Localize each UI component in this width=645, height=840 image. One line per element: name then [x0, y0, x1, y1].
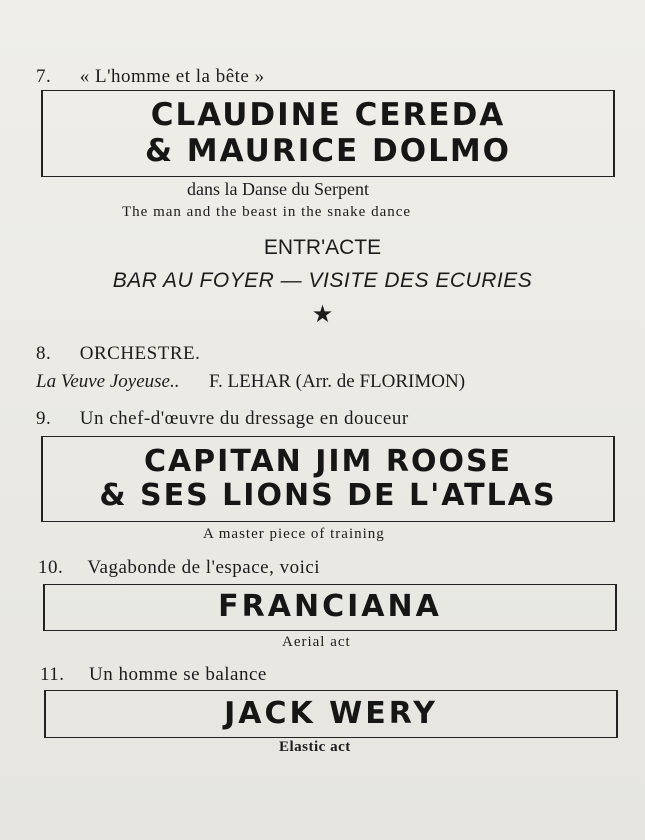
composer-credit: F. LEHAR (Arr. de FLORIMON) [209, 371, 466, 392]
act-intro: Un chef-d'œuvre du dressage en douceur [79, 408, 409, 429]
act-number: 7. [36, 66, 52, 87]
act-number: 9. [36, 408, 52, 429]
act-9-header [36, 408, 409, 430]
act-9-headliner-box [41, 436, 615, 522]
act-intro: ORCHESTRE. [79, 343, 201, 364]
act-11-subtitle-en: Elastic act [279, 739, 351, 755]
headliner-line: CLAUDINE CEREDA [150, 96, 506, 133]
act-number: 10. [38, 557, 64, 578]
act-8-header [36, 343, 200, 365]
act-number: 8. [36, 343, 52, 364]
headliner-line: & SES LIONS DE L'ATLAS [99, 478, 557, 513]
act-number: 11. [40, 664, 65, 685]
act-7-headliner-box [41, 90, 615, 177]
act-7-subtitle-en: The man and the beast in the snake dance [122, 204, 412, 220]
act-7-subtitle-fr: dans la Danse du Serpent [187, 179, 369, 199]
act-intro: « L'homme et la bête » [79, 66, 265, 87]
act-8-program-line [36, 371, 465, 393]
intermission-subtitle: BAR AU FOYER — VISITE DES ECURIES [112, 269, 533, 292]
headliner-line: & MAURICE DOLMO [144, 132, 512, 169]
star-ornament: ★ [311, 302, 334, 328]
intermission-title: ENTR'ACTE [263, 236, 382, 259]
act-7-header [36, 66, 265, 88]
act-11-headliner-box [44, 690, 618, 738]
headliner-line: JACK WERY [224, 695, 438, 731]
piece-title: La Veuve Joyeuse.. [36, 371, 180, 392]
act-10-subtitle-en: Aerial act [282, 634, 351, 650]
act-10-header [38, 557, 320, 579]
act-intro: Vagabonde de l'espace, voici [87, 557, 321, 578]
act-9-subtitle-en: A master piece of training [203, 526, 385, 542]
headliner-line: FRANCIANA [218, 589, 442, 625]
act-11-header [40, 664, 267, 686]
act-intro: Un homme se balance [89, 664, 267, 685]
headliner-line: CAPITAN JIM ROOSE [143, 443, 513, 479]
act-10-headliner-box [43, 584, 617, 631]
